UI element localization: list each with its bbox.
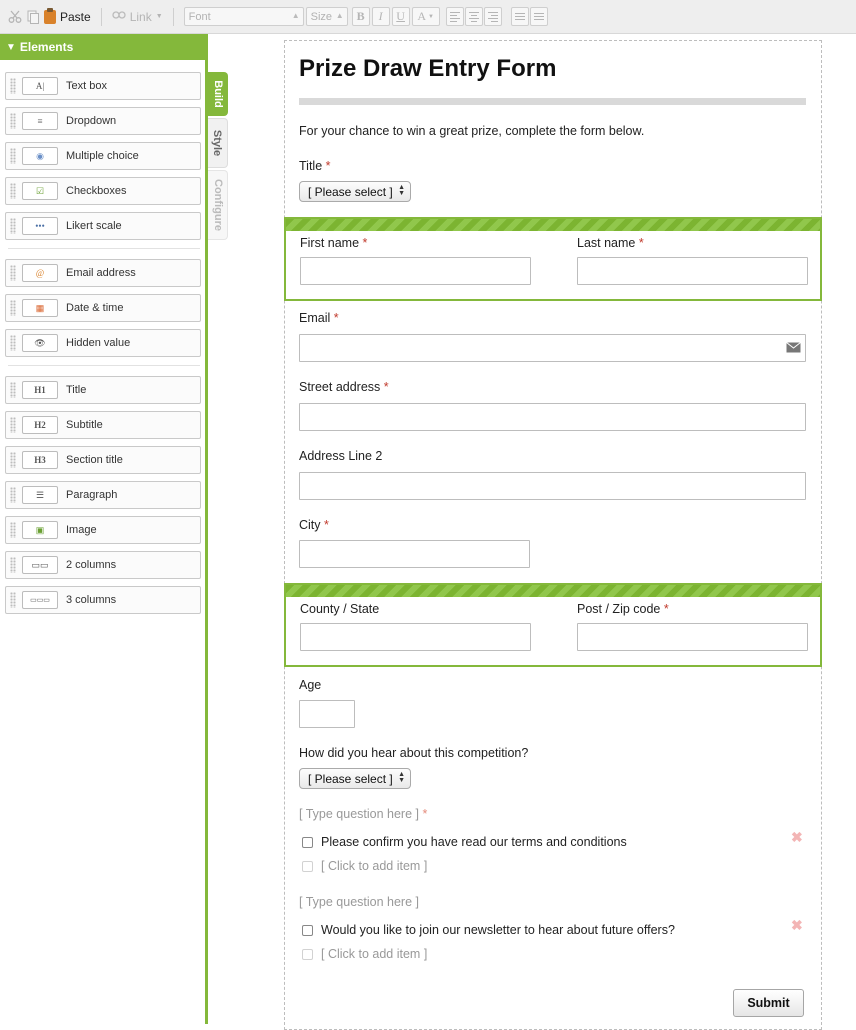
element-multiple-choice[interactable] — [5, 142, 201, 170]
bold-button[interactable]: B — [352, 7, 370, 26]
add-item-label[interactable]: [ Click to add item ] — [321, 947, 428, 961]
street-address-input[interactable] — [299, 403, 806, 431]
element-hidden-value[interactable] — [5, 329, 201, 357]
element-label: Dropdown — [66, 115, 117, 127]
required-marker: * — [638, 236, 644, 250]
drag-handle-icon[interactable] — [10, 335, 16, 351]
newsletter-option-label[interactable]: Would you like to join our newsletter to hear about future offers? — [321, 923, 675, 937]
drag-handle-icon[interactable] — [10, 148, 16, 164]
required-marker: * — [383, 380, 389, 394]
element-image[interactable] — [5, 516, 201, 544]
title-select-value: [ Please select ] — [308, 184, 393, 199]
element-section-title[interactable] — [5, 446, 201, 474]
address-line-2-label: Address Line 2 — [299, 449, 383, 463]
remove-item-icon[interactable]: ✖ — [791, 917, 803, 933]
element-paragraph[interactable] — [5, 481, 201, 509]
chevron-down-icon: ▼ — [155, 13, 163, 20]
elements-panel-header[interactable] — [0, 34, 205, 60]
form-canvas — [284, 40, 822, 1030]
toolbar-divider — [173, 8, 174, 26]
county-postcode-section[interactable] — [284, 583, 822, 667]
age-label: Age — [299, 678, 322, 692]
newsletter-option[interactable] — [302, 923, 675, 937]
chevron-down-icon: ▲ — [335, 11, 344, 20]
title-select[interactable] — [299, 181, 411, 202]
tab-build[interactable] — [208, 72, 228, 116]
terms-question-input[interactable] — [299, 807, 427, 821]
text-box-icon: A| — [22, 77, 58, 95]
text-color-icon: A — [417, 9, 426, 23]
form-intro[interactable]: For your chance to win a great prize, complete the form below. — [299, 124, 645, 138]
element-2-columns[interactable] — [5, 551, 201, 579]
required-marker: * — [325, 159, 331, 173]
element-label: Section title — [66, 454, 123, 466]
bulleted-list-icon[interactable] — [511, 7, 529, 26]
element-label: Multiple choice — [66, 150, 139, 162]
chevron-down-icon: ▼ — [428, 13, 434, 20]
toolbar-divider — [101, 8, 102, 26]
cut-icon[interactable] — [6, 8, 24, 26]
city-input[interactable] — [299, 540, 530, 568]
email-label-text: Email — [299, 311, 331, 325]
heading-1-icon: H1 — [22, 381, 58, 399]
drag-handle-icon[interactable] — [10, 113, 16, 129]
age-input[interactable] — [299, 700, 355, 728]
element-label: Paragraph — [66, 489, 118, 501]
eye-icon: 👁 — [22, 334, 58, 352]
paste-label: Paste — [60, 9, 91, 24]
element-label: Likert scale — [66, 220, 122, 232]
sidebar-divider — [8, 365, 200, 366]
hear-about-select[interactable] — [299, 768, 411, 789]
required-marker: * — [663, 602, 669, 616]
title-divider — [299, 98, 806, 105]
drag-handle-icon[interactable] — [10, 183, 16, 199]
remove-item-icon[interactable]: ✖ — [791, 829, 803, 845]
element-label: Email address — [66, 267, 136, 279]
editor-toolbar — [0, 0, 856, 34]
heading-2-icon: H2 — [22, 416, 58, 434]
terms-option-label[interactable]: Please confirm you have read our terms and conditions — [321, 835, 627, 849]
heading-3-icon: H3 — [22, 451, 58, 469]
checkbox-icon: ☑ — [22, 182, 58, 200]
select-arrows-icon: ▲ ▼ — [398, 184, 405, 197]
last-name-input[interactable] — [577, 257, 808, 285]
required-marker: * — [333, 311, 339, 325]
element-dropdown[interactable] — [5, 107, 201, 135]
tab-configure-label: Configure — [211, 179, 224, 231]
link-button[interactable] — [112, 9, 163, 24]
element-label: 2 columns — [66, 559, 117, 571]
address-line-2-input[interactable] — [299, 472, 806, 500]
align-center-icon[interactable] — [465, 7, 483, 26]
hear-about-label: How did you hear about this competition? — [299, 746, 529, 760]
postcode-input[interactable] — [577, 623, 808, 651]
paste-button[interactable] — [44, 10, 91, 24]
tab-style[interactable] — [208, 118, 228, 168]
numbered-list-icon[interactable] — [530, 7, 548, 26]
drag-handle-icon[interactable] — [10, 218, 16, 234]
drag-handle-icon[interactable] — [10, 522, 16, 538]
email-icon: @ — [22, 264, 58, 282]
county-label: County / State — [300, 602, 380, 616]
link-icon — [112, 9, 126, 24]
newsletter-checkbox[interactable] — [302, 925, 313, 936]
element-email-address[interactable] — [5, 259, 201, 287]
element-checkboxes[interactable] — [5, 177, 201, 205]
collapse-triangle-icon: ▼ — [6, 41, 16, 53]
name-section[interactable] — [284, 217, 822, 301]
add-item-row[interactable] — [302, 947, 427, 961]
likert-icon: ••• — [22, 217, 58, 235]
size-select-label: Size — [310, 10, 333, 23]
image-icon: ▣ — [22, 521, 58, 539]
drag-handle-icon[interactable] — [10, 452, 16, 468]
new-item-checkbox — [302, 949, 313, 960]
element-label: Subtitle — [66, 419, 103, 431]
element-likert-scale[interactable] — [5, 212, 201, 240]
element-title[interactable] — [5, 376, 201, 404]
add-item-label[interactable]: [ Click to add item ] — [321, 859, 428, 873]
element-text-box[interactable] — [5, 72, 201, 100]
title-label-text: Title — [299, 159, 323, 173]
underline-button[interactable]: U — [392, 7, 410, 26]
county-input[interactable] — [300, 623, 531, 651]
drag-handle-icon[interactable] — [10, 78, 16, 94]
element-label: Title — [66, 384, 87, 396]
element-label: 3 columns — [66, 594, 117, 606]
elements-header-label: Elements — [19, 40, 74, 54]
drag-handle-icon[interactable] — [10, 592, 16, 608]
tab-configure[interactable] — [208, 170, 228, 240]
last-name-label — [577, 236, 644, 250]
text-color-button[interactable] — [412, 7, 440, 26]
drag-handle-icon[interactable] — [10, 557, 16, 573]
required-marker: * — [362, 236, 368, 250]
align-left-icon[interactable] — [446, 7, 464, 26]
section-drag-bar[interactable] — [286, 219, 820, 231]
paragraph-icon: ☰ — [22, 486, 58, 504]
newsletter-question-input[interactable]: [ Type question here ] — [299, 895, 419, 909]
italic-button[interactable]: I — [372, 7, 390, 26]
tab-build-label: Build — [212, 80, 224, 108]
element-label: Checkboxes — [66, 185, 127, 197]
postcode-label-text: Post / Zip code — [577, 602, 661, 616]
drag-handle-icon[interactable] — [10, 487, 16, 503]
dropdown-icon: ≡ — [22, 112, 58, 130]
email-label — [299, 311, 339, 325]
street-label-text: Street address — [299, 380, 381, 394]
chevron-down-icon: ▲ — [291, 11, 300, 20]
required-marker: * — [422, 807, 428, 821]
submit-button[interactable]: Submit — [733, 989, 804, 1017]
drag-handle-icon[interactable] — [10, 300, 16, 316]
add-item-row[interactable] — [302, 859, 427, 873]
city-label-text: City — [299, 518, 321, 532]
element-label: Text box — [66, 80, 107, 92]
last-name-label-text: Last name — [577, 236, 636, 250]
element-3-columns[interactable] — [5, 586, 201, 614]
two-columns-icon: ▭▭ — [22, 556, 58, 574]
first-name-label-text: First name — [300, 236, 360, 250]
sidebar-divider — [8, 248, 200, 249]
drag-handle-icon[interactable] — [10, 265, 16, 281]
paste-icon — [44, 10, 56, 24]
element-subtitle[interactable] — [5, 411, 201, 439]
select-arrows-icon: ▲ ▼ — [398, 771, 405, 784]
first-name-label — [300, 236, 367, 250]
element-date-time[interactable] — [5, 294, 201, 322]
copy-icon[interactable] — [24, 8, 42, 26]
title-label — [299, 159, 331, 173]
drag-handle-icon[interactable] — [10, 417, 16, 433]
street-label — [299, 380, 389, 394]
font-select[interactable] — [184, 7, 304, 26]
terms-option[interactable] — [302, 835, 627, 849]
font-select-label: Font — [188, 10, 211, 23]
link-label: Link — [129, 9, 152, 24]
terms-checkbox[interactable] — [302, 837, 313, 848]
postcode-label — [577, 602, 669, 616]
envelope-icon — [786, 341, 801, 356]
drag-handle-icon[interactable] — [10, 382, 16, 398]
question-placeholder: [ Type question here ] — [299, 807, 419, 821]
required-marker: * — [324, 518, 329, 532]
city-label — [299, 518, 329, 532]
element-label: Image — [66, 524, 97, 536]
radio-icon: ◉ — [22, 147, 58, 165]
elements-sidebar — [0, 34, 208, 1024]
three-columns-icon: ▭▭▭ — [22, 591, 58, 609]
element-label: Date & time — [66, 302, 124, 314]
calendar-icon: ▦ — [22, 299, 58, 317]
element-label: Hidden value — [66, 337, 131, 349]
section-drag-bar[interactable] — [286, 585, 820, 597]
first-name-input[interactable] — [300, 257, 531, 285]
hear-about-select-value: [ Please select ] — [308, 771, 393, 786]
size-select[interactable] — [306, 7, 348, 26]
new-item-checkbox — [302, 861, 313, 872]
align-right-icon[interactable] — [484, 7, 502, 26]
tab-style-label: Style — [211, 129, 224, 157]
email-input[interactable] — [299, 334, 806, 362]
form-title[interactable]: Prize Draw Entry Form — [299, 55, 557, 82]
